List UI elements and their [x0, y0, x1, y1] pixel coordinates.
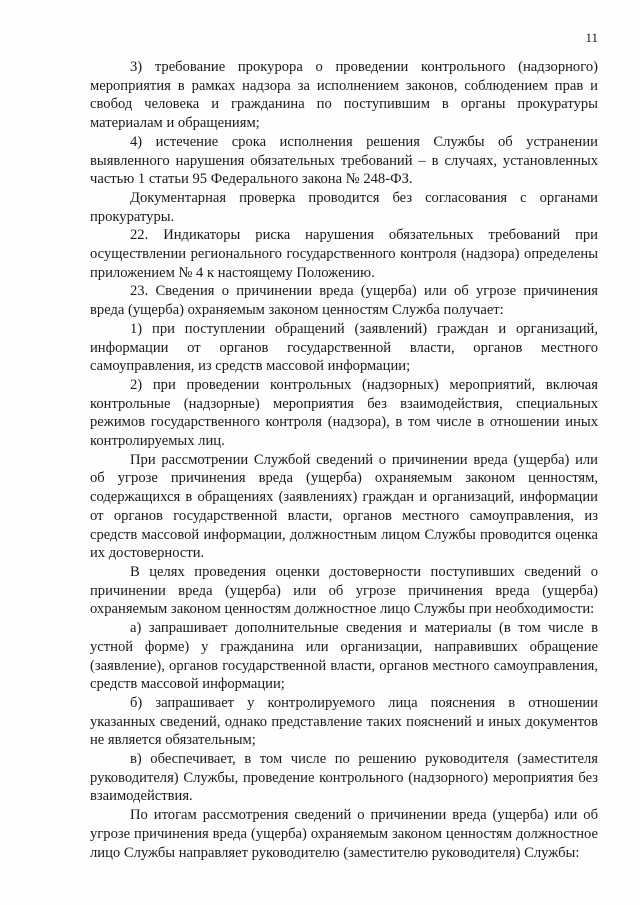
paragraph-item-b: б) запрашивает у контролируемого лица пояснения в отношении указанных сведений, однако представление таких пояснений и иных документов не является обязательным; [90, 694, 598, 749]
document-body [90, 58, 598, 862]
paragraph-23: 23. Сведения о причинении вреда (ущерба) или об угрозе причинения вреда (ущерба) охраняемым законом ценностям Служба получает: [90, 283, 598, 319]
paragraph-23-item-2: 2) при проведении контрольных (надзорных) мероприятий, включая контрольные (надзорные) мероприятия без взаимодействия, специальных режимов государственного контроля (надзора), в том числе в отношении иных контролируемых лиц. [90, 376, 598, 450]
paragraph-review-reliability: При рассмотрении Службой сведений о причинении вреда (ущерба) или об угрозе причинения вреда (ущерба) охраняемым законом ценностям, содержащихся в обращениях (заявлениях) граждан и организаций, информации от органов государственной власти, органов местного самоуправления, из средств массовой информации, должностным лицом Службы проводится оценка их достоверности. [90, 451, 598, 562]
paragraph-item-a: а) запрашивает дополнительные сведения и материалы (в том числе в устной форме) у гражданина или организации, направивших обращение (заявление), органов государственной власти, органов местного самоуправления, средств массовой информации; [90, 620, 598, 693]
page-number: 11 [585, 30, 598, 45]
paragraph-item-3: 3) требование прокурора о проведении контрольного (надзорного) мероприятия в рамках надзора за исполнением законов, соблюдением прав и свобод человека и гражданина по поступившим в органы прокуратуры материалам и обращениям; [90, 59, 598, 132]
paragraph-item-v: в) обеспечивает, в том числе по решению руководителя (заместителя руководителя) Службы, проведение контрольного (надзорного) мероприятия без взаимодействия. [90, 751, 598, 805]
paragraph-item-4: 4) истечение срока исполнения решения Службы об устранении выявленного нарушения обязательных требований – в случаях, установленных частью 1 статьи 95 Федерального закона № 248-ФЗ. [90, 133, 598, 188]
paragraph-23-item-1: 1) при поступлении обращений (заявлений) граждан и организаций, информации от органов государственной власти, органов местного самоуправления, из средств массовой информации; [90, 320, 598, 375]
paragraph-documentary-check: Документарная проверка проводится без согласования с органами прокуратуры. [90, 189, 598, 225]
paragraph-22: 22. Индикаторы риска нарушения обязательных требований при осуществлении регионального государственного контроля (надзора) определены приложением № 4 к настоящему Положению. [90, 227, 598, 281]
paragraph-assessment-purpose: В целях проведения оценки достоверности поступивших сведений о причинении вреда (ущерба) или об угрозе причинения вреда (ущерба) охраняемым законом ценностям должностное лицо Службы при необходимости: [90, 563, 598, 618]
paragraph-review-results: По итогам рассмотрения сведений о причинении вреда (ущерба) или об угрозе причинения вреда (ущерба) охраняемым законом ценностям должностное лицо Службы направляет руководителю (заместителю руководителя) Службы: [90, 807, 598, 861]
